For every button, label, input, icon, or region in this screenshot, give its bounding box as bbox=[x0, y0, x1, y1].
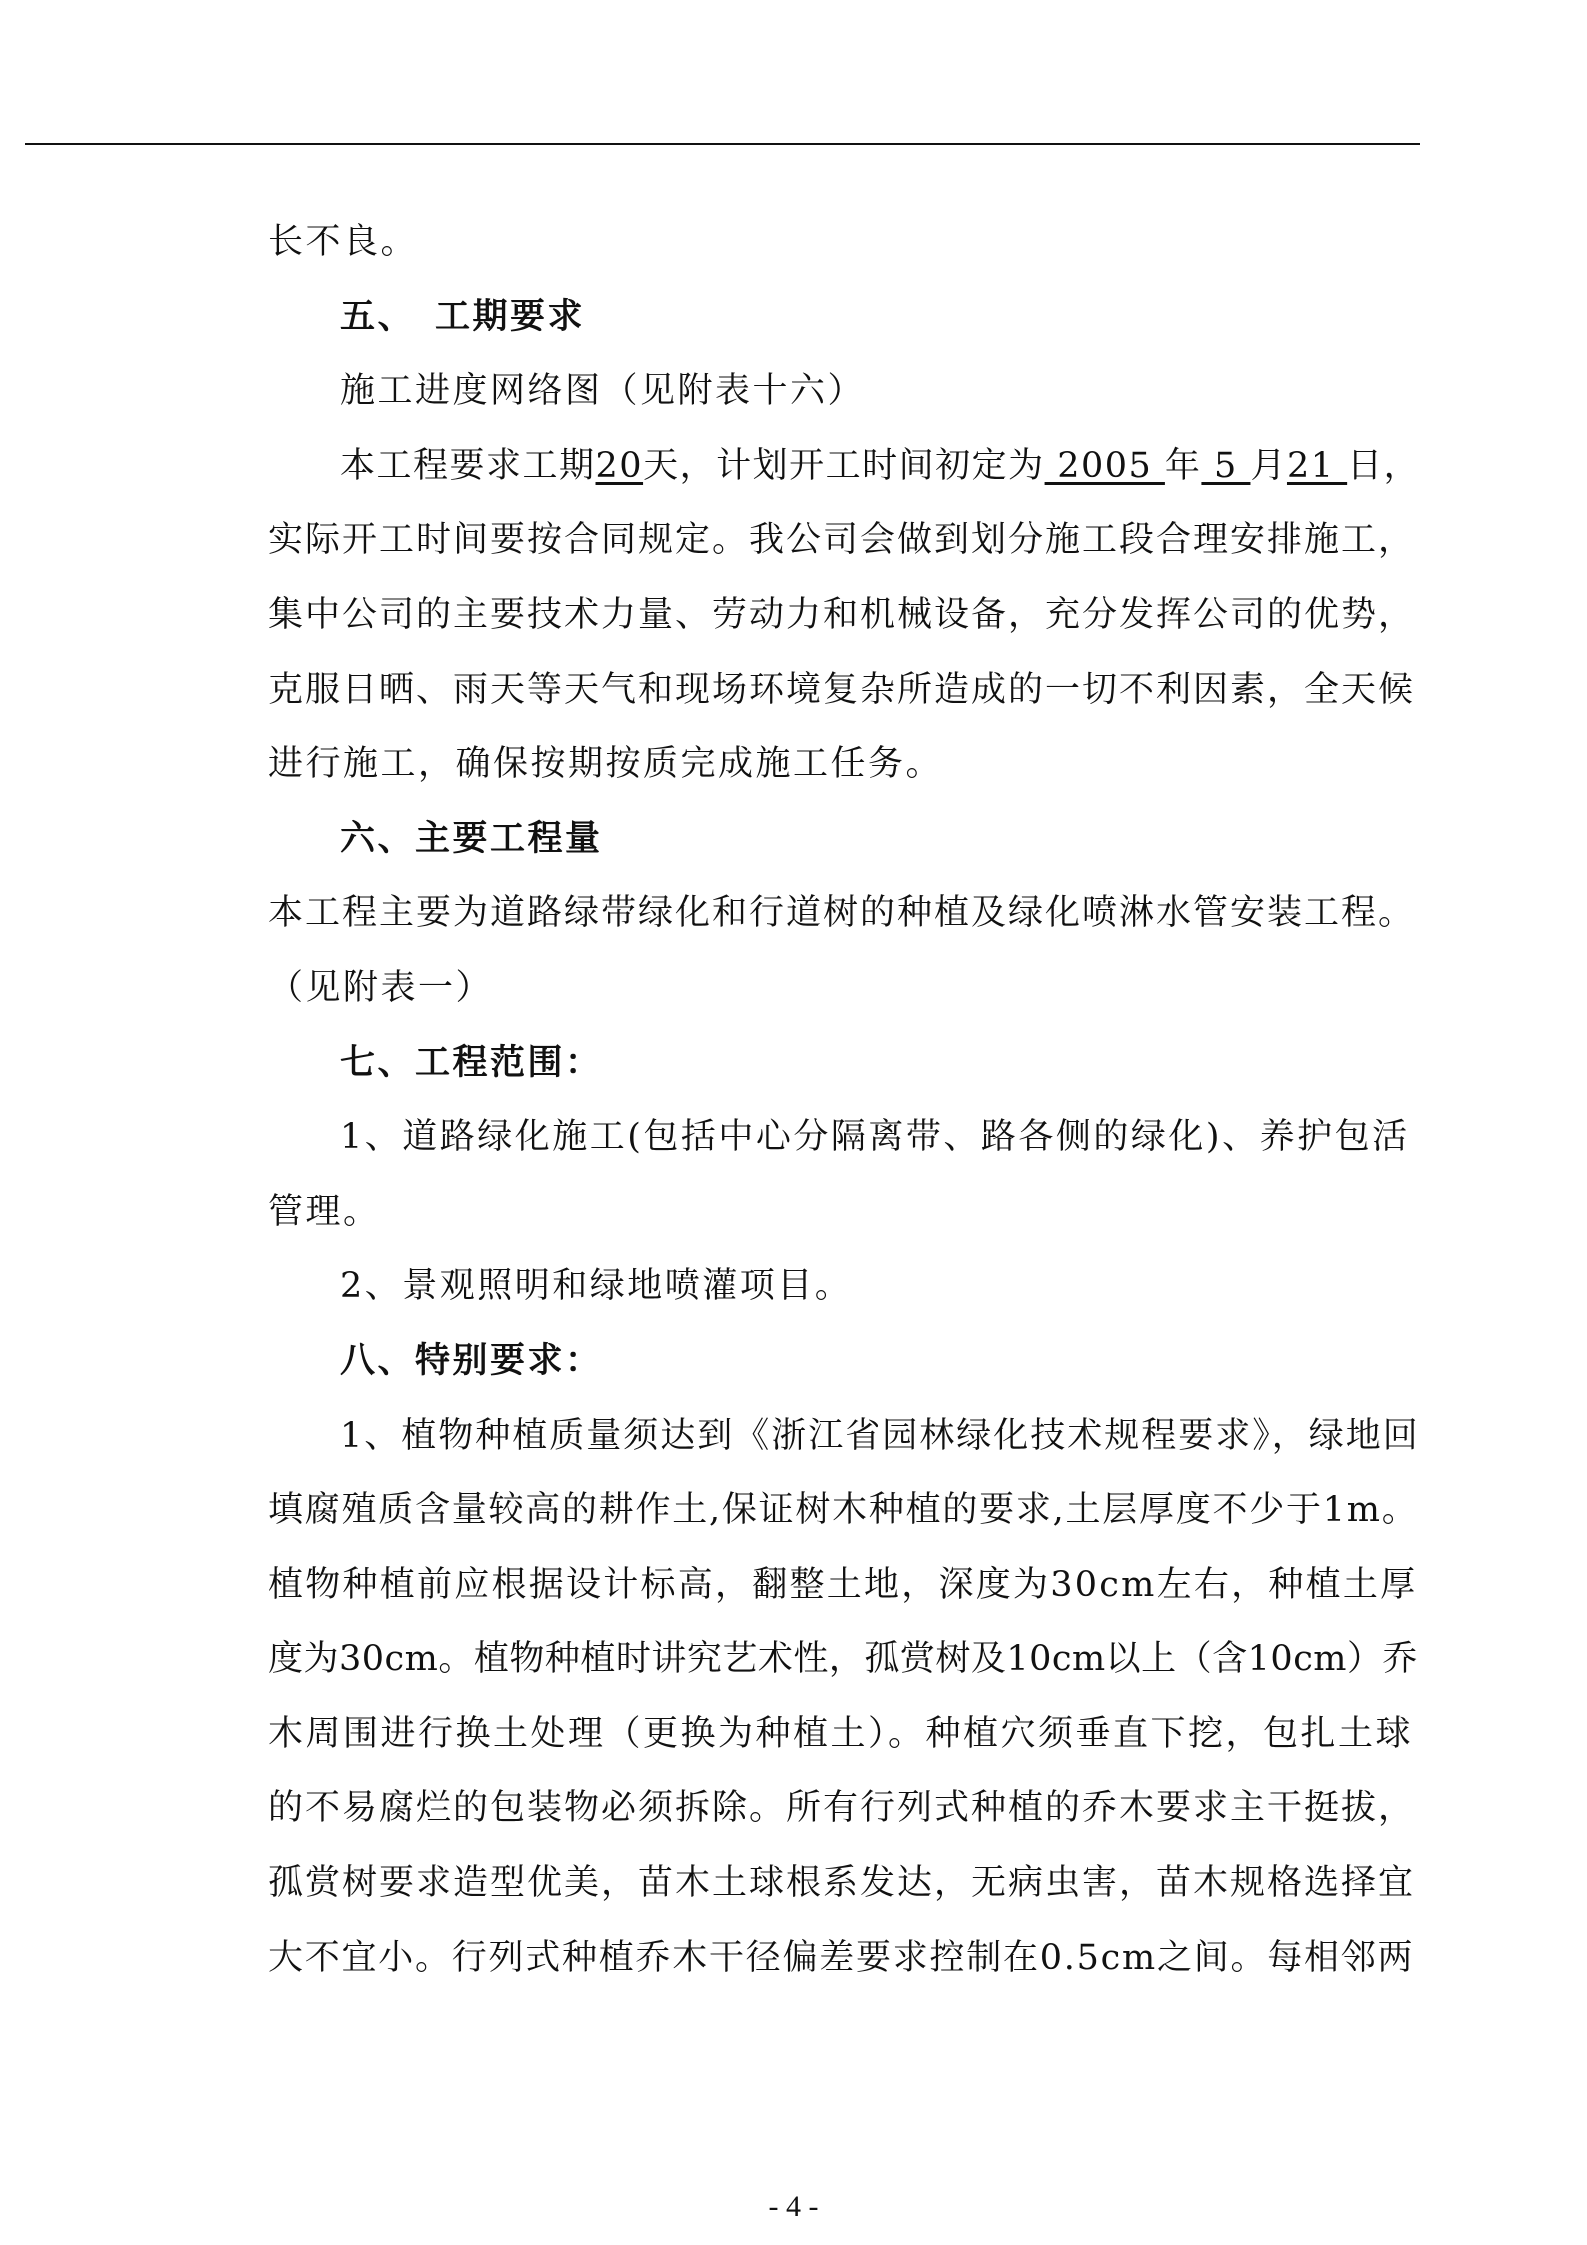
body-line: 集中公司的主要技术力量、劳动力和机械设备，充分发挥公司的优势， bbox=[268, 594, 1416, 635]
body-line: 填腐殖质含量较高的耕作土,保证树木种植的要求,土层厚度不少于1m。 bbox=[268, 1490, 1419, 1531]
start-month: 5 bbox=[1201, 445, 1251, 486]
body-line: 长不良。 bbox=[268, 222, 419, 262]
duration-days: 20 bbox=[595, 445, 644, 486]
body-line: 1、植物种植质量须达到《浙江省园林绿化技术规程要求》，绿地回 bbox=[340, 1415, 1420, 1456]
schedule-line bbox=[268, 429, 1420, 504]
page-number: - 4 - bbox=[768, 2190, 819, 2223]
section-heading-7: 七、工程范围： bbox=[340, 1041, 603, 1083]
body-line: 实际开工时间要按合同规定。我公司会做到划分施工段合理安排施工， bbox=[268, 520, 1416, 561]
body-line: 克服日晒、雨天等天气和现场环境复杂所造成的一切不利因素，全天候 bbox=[268, 669, 1416, 710]
text-run: 日， bbox=[1347, 445, 1421, 486]
body-line: 大不宜小。行列式种植乔木干径偏差要求控制在0.5cm之间。每相邻两 bbox=[268, 1937, 1415, 1978]
heading-title: 工期要求 bbox=[435, 295, 586, 337]
body-line: 进行施工，确保按期按质完成施工任务。 bbox=[268, 744, 944, 785]
body-line: 木周围进行换土处理（更换为种植土）。种植穴须垂直下挖，包扎土球 bbox=[268, 1713, 1414, 1754]
header-rule bbox=[25, 143, 1420, 145]
body-line: 管理。 bbox=[268, 1191, 381, 1232]
section-heading-6: 六、主要工程量 bbox=[340, 817, 603, 859]
body-line: 2、景观照明和绿地喷灌项目。 bbox=[340, 1266, 853, 1307]
body-line: 孤赏树要求造型优美，苗木土球根系发达，无病虫害，苗木规格选择宜 bbox=[268, 1863, 1416, 1904]
body-line: 度为30cm。植物种植时讲究艺术性，孤赏树及10cm以上（含10cm）乔 bbox=[268, 1639, 1418, 1680]
text-run: 月 bbox=[1250, 445, 1287, 486]
text-run: 本工程要求工期 bbox=[340, 445, 596, 486]
body-line: （见附表一） bbox=[268, 967, 494, 1008]
section-heading-8: 八、特别要求： bbox=[340, 1339, 603, 1381]
body-line: 本工程主要为道路绿带绿化和行道树的种植及绿化喷淋水管安装工程。 bbox=[268, 893, 1416, 934]
start-year: 2005 bbox=[1044, 445, 1165, 486]
text-run: 年 bbox=[1164, 445, 1202, 486]
text-run: 天，计划开工时间初定为 bbox=[643, 445, 1045, 486]
body-line: 植物种植前应根据设计标高，翻整土地，深度为30cm左右，种植土厚 bbox=[268, 1564, 1418, 1605]
body-line: 的不易腐烂的包装物必须拆除。所有行列式种植的乔木要求主干挺拔， bbox=[268, 1788, 1416, 1829]
heading-number: 五、 bbox=[340, 295, 416, 337]
page-body bbox=[268, 205, 1420, 1995]
body-line: 1、道路绿化施工(包括中心分隔离带、路各侧的绿化)、养护包活 bbox=[340, 1117, 1410, 1158]
start-day: 21 bbox=[1286, 445, 1348, 486]
body-line: 施工进度网络图（见附表十六） bbox=[340, 371, 866, 412]
section-heading-5 bbox=[268, 280, 1420, 355]
